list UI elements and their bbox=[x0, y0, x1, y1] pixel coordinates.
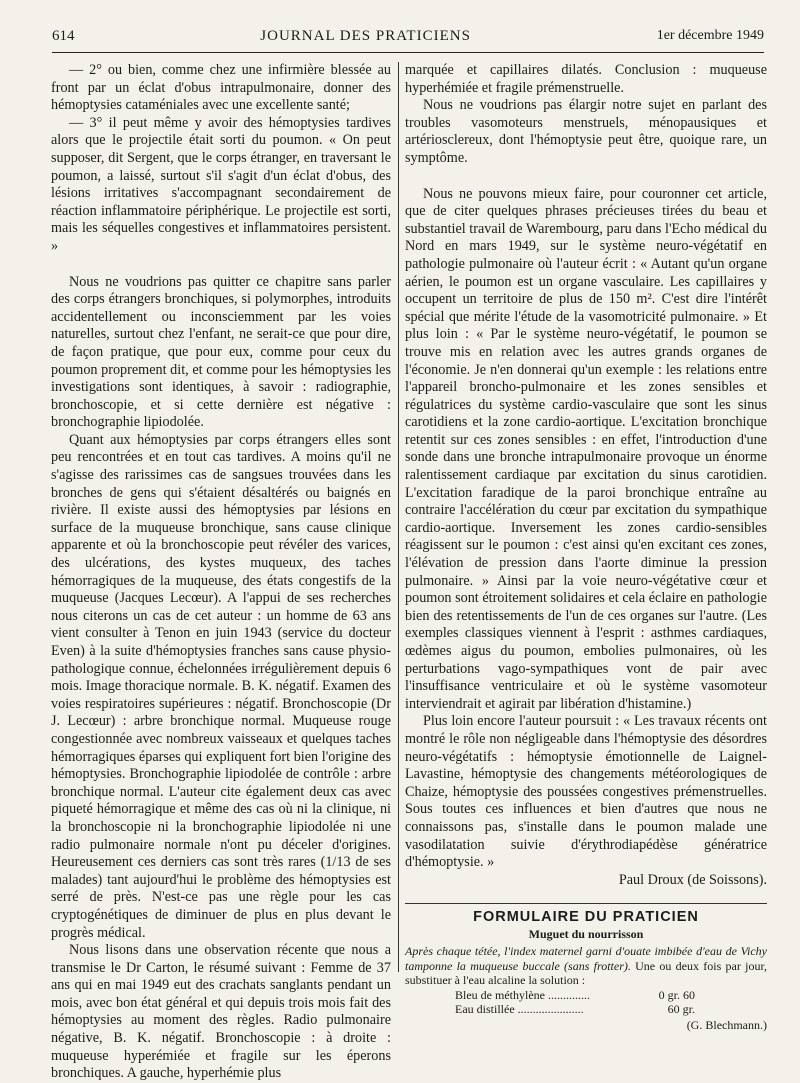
formulaire-instructions bbox=[405, 944, 767, 988]
author-signature: Paul Droux (de Soissons). bbox=[618, 871, 767, 888]
paragraph: — 2° ou bien, comme chez une infirmière blessée au front par un éclat d'obus intrapulmonaire, donner des hémoptysies cataméniales avec une excellente santé; bbox=[51, 62, 391, 114]
recipe-item: Eau distillée ...................... bbox=[455, 1001, 584, 1016]
formulaire-box bbox=[405, 903, 767, 1033]
recipe bbox=[455, 988, 767, 1016]
paragraph: Nous ne voudrions pas quitter ce chapitre sans parler des corps étrangers bronchiques, si polymorphes, introduits accidentellement ou inconsciemment par les voies naturelles, surtout chez l'enfant, ne serait-ce que pour dire, de façon pratique, que pour eux, comme pour ceux du poumon proprement dit, et comme pour les hémoptysies les investigations sont identiques, à savoir : radiographie, bronchoscopie, et si cette dernière est négative : bronchographie lipiodolée. bbox=[51, 273, 391, 431]
paragraph: Nous ne pouvons mieux faire, pour couronner cet article, que de citer quelques phrases précieuses tirées du beau et substantiel travail de Warembourg, paru dans l'Echo médical du Nord en mars 1949, sur le système neuro-végétatif en pathologie pulmonaire où l'auteur écrit : « Autant qu'un organe aérien, le poumon est un organe vasculaire. Les capillaires y occupent un territoire de plus de 150 m². C'est dire l'intérêt spécial que mérite l'étude de la vasomotricité pulmonaire. » Et plus loin : « Par le système neuro-végétatif, le poumon se trouve mis en relation avec les autres grands organes de l'économie. Je n'en donnerai qu'un exemple : les relations entre l'appareil broncho-pulmonaire et les zones sensibles et régulatrices du système cardio-vasculaire que sont les sinus carotidiens et la zone cardio-aortique. L'excitation bronchique retentit sur ces zones sensibles : en effet, l'introduction d'une sonde dans une bronche intrapulmonaire provoque un énorme ralentissement cardiaque par excitation du sinus carotidien. L'excitation faradique de la paroi bronchique entraîne au contraire l'accélération du cœur par excitation du sympathique cardio-aortique. Inversement les zones cardio-sensibles réagissent sur le poumon : c'est ainsi qu'en excitant ces zones, l'élévation de pression dans l'aorte diminue la pression pulmonaire. » Ainsi par la voie neuro-végétative cœur et poumon sont étroitement solidaires et cela éclaire en pathologie bien des retentissements de l'un de ces organes sur l'autre. (Les exemples classiques viennent à l'esprit : asthmes cardiaques, œdèmes aigus du poumon, embolies pulmonaires, où les perturbations vago-sympathiques vont de pair avec l'insuffisance ventriculaire et où le système vasomoteur interviendrait et agirait par libération d'histamine.) bbox=[405, 185, 767, 712]
recipe-qty: 0 gr. 60 bbox=[658, 987, 695, 1002]
instructions-italic: Après chaque tétée, l'index maternel garni d'ouate imbibée d'eau de Vichy tamponne la muqueuse buccale (sans frotter). bbox=[405, 944, 767, 973]
recipe-qty: 60 gr. bbox=[667, 1001, 695, 1016]
paragraph: — 3° il peut même y avoir des hémoptysies tardives alors que le projectile était sorti du poumon. « On peut supposer, dit Sergent, que le corps étranger, en traversant le poumon, a laissé, surtout s'il s'agit d'un éclat d'obus, des lésions irritatives s'accompagnant secondairement de réaction inflammatoire périphérique. Le projectile est sorti, mais les séquelles congestives et inflammatoires persistent. » bbox=[51, 114, 391, 254]
formulaire-author: (G. Blechmann.) bbox=[686, 1017, 767, 1032]
column-divider bbox=[398, 62, 399, 972]
page-number: 614 bbox=[52, 27, 75, 44]
paragraph: Nous ne voudrions pas élargir notre sujet en parlant des troubles vasomoteurs menstruels, ménopausiques et artériosclereux, dont l'hémoptysie peut être, quoique rare, un symptôme. bbox=[405, 97, 767, 166]
recipe-row bbox=[455, 988, 695, 1002]
header-rule bbox=[52, 52, 764, 53]
right-column bbox=[405, 62, 767, 889]
formulaire-subtitle: Muguet du nourrisson bbox=[528, 927, 644, 941]
page-header bbox=[52, 22, 764, 50]
instructions-plain: Une ou deux fois par jour, substituer à l'eau alcaline la solution : bbox=[405, 958, 767, 987]
left-column bbox=[51, 62, 391, 1083]
paragraph: Nous lisons dans une observation récente que nous a transmise le Dr Carton, le résumé suivant : Femme de 37 ans qui en mai 1949 eut des crachats sanglants pendant un mois, avec bon état général et qui depuis trois mois fait des hémoptysies au moment des règles. Radio pulmonaire négative, B. K. négatif. Bronchoscopie : à droite : muqueuse hyperémiée et fragile sur les éperons bronchiques. A gauche, hyperhémie plus bbox=[51, 942, 391, 1082]
journal-title: JOURNAL DES PRATICIENS bbox=[260, 27, 471, 44]
paragraph: Quant aux hémoptysies par corps étrangers elles sont peu rencontrées et en tout cas tardives. A moins qu'il ne s'agisse des rarissimes cas de sangsues trouvées dans les bronches de gens qui s'étaient désaltérés ou baignés en rivière. Il existe aussi des hémoptysies par lésions en surface de la muqueuse bronchique, sans cause clinique apparente et où la bronchoscopie peut révéler des varices, des ulcérations, des kystes muqueux, des taches hémorragiques de la muqueuse, des états congestifs de la muqueuse (Jacques Lecœur). A l'appui de ses recherches nous citerons un cas de cet auteur : un homme de 63 ans vient consulter à Tenon en juin 1943 (service du docteur Even) à la suite d'hémoptysies franches sans cause physio-pathologique connue, échelonnées irrégulièrement depuis 6 mois. Image thoracique normale. B. K. négatif. Examen des voies respiratoires supérieures : négatif. Bronchoscopie (Dr J. Lecœur) : arbre bronchique normal. Muqueuse rouge congestionnée avec nombreux vaisseaux et quelques taches hémorragiques éparses qui expliquent fort bien l'origine des hémoptysies. Bronchographie lipiodolée de contrôle : arbre bronchique normal. L'auteur cite également deux cas avec piqueté hémorragique et même des cas où ni la clinique, ni la bronchoscopie ni la bronchographie lipiodolée ni une radio pulmonaire normale n'ont pu déceler d'origines. Heureusement ces derniers cas sont très rares (1/13 de ses malades) tant aujourd'hui le problème des hémoptysies est serré de près. N'est-ce pas une règle pour les cas cryptogénétiques de diminuer de plus en plus devant le progrès médical. bbox=[51, 431, 392, 941]
recipe-row bbox=[455, 1002, 695, 1016]
recipe-item: Bleu de méthylène .............. bbox=[455, 987, 590, 1002]
paragraph: marquée et capillaires dilatés. Conclusion : muqueuse hyperhémiée et fragile prémenstruelle. bbox=[405, 62, 767, 96]
formulaire-title: FORMULAIRE DU PRATICIEN bbox=[405, 903, 767, 925]
paragraph: Plus loin encore l'auteur poursuit : « Les travaux récents ont montré le rôle non négligeable dans l'hémoptysie des désordres neuro-végétatifs : hémoptysie émotionnelle de Laignel-Lavastine, hémoptysie des changements météorologiques de Chaize, hémoptysie des poussées congestives prémenstruelles. Sous toutes ces influences et bien d'autres que nous ne connaissons pas, s'installe dans le poumon malade une vasodilatation suivie d'érythrodiapédèse génératrice d'hémoptysie. » bbox=[405, 713, 767, 871]
issue-date: 1er décembre 1949 bbox=[656, 28, 764, 43]
